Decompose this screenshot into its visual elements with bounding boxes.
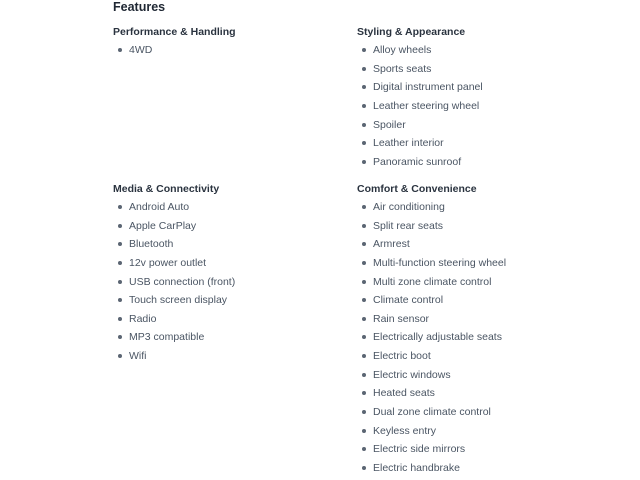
bullet-icon: [118, 280, 122, 284]
list-item-label: Apple CarPlay: [129, 219, 197, 232]
list-item: [357, 462, 607, 480]
list-item-label: Electric handbrake: [373, 461, 460, 474]
feature-group-media-connectivity: [113, 182, 363, 369]
list-item-label: 12v power outlet: [129, 256, 207, 269]
list-item-label: Split rear seats: [373, 219, 444, 232]
list-item: [113, 313, 363, 332]
list-item-label: Leather interior: [373, 137, 444, 150]
list-item-label: Multi-function steering wheel: [373, 256, 507, 269]
list-item: [357, 350, 607, 369]
list-item-label: Dual zone climate control: [373, 406, 491, 419]
list-item-label: Spoiler: [373, 118, 406, 131]
list-item-label: Wifi: [129, 350, 147, 363]
bullet-icon: [118, 242, 122, 246]
feature-group-styling-appearance: [357, 25, 607, 174]
bullet-icon: [362, 205, 366, 209]
bullet-icon: [362, 447, 366, 451]
list-item-label: Air conditioning: [373, 201, 445, 213]
bullet-icon: [362, 224, 366, 228]
list-item-label: Electric boot: [373, 350, 431, 363]
list-item: [357, 156, 607, 175]
list-item-label: Electric windows: [373, 368, 451, 381]
list-item: [357, 220, 607, 239]
list-item: [113, 220, 363, 239]
list-item-label: Electrically adjustable seats: [373, 331, 502, 344]
list-item-label: Leather steering wheel: [373, 99, 480, 112]
list-item: [357, 44, 607, 63]
list-item-label: Radio: [129, 312, 157, 325]
list-item: [357, 425, 607, 444]
features-title: Features: [113, 0, 166, 14]
list-item-label: USB connection (front): [129, 275, 236, 288]
bullet-icon: [362, 373, 366, 377]
list-item: [357, 369, 607, 388]
group-heading: Media & Connectivity: [113, 183, 220, 195]
list-item-label: Bluetooth: [129, 238, 174, 251]
bullet-icon: [118, 354, 122, 358]
list-item-label: Keyless entry: [373, 424, 437, 437]
bullet-icon: [362, 354, 366, 358]
list-item: [357, 100, 607, 119]
list-item: [357, 238, 607, 257]
list-item: [357, 387, 607, 406]
group-heading: Styling & Appearance: [357, 26, 466, 38]
list-item: [357, 201, 607, 220]
bullet-icon: [362, 48, 366, 52]
list-item-label: Armrest: [373, 238, 410, 251]
bullet-icon: [362, 466, 366, 470]
bullet-icon: [362, 298, 366, 302]
bullet-icon: [362, 335, 366, 339]
list-item: [357, 257, 607, 276]
group-heading: Performance & Handling: [113, 26, 236, 38]
bullet-icon: [362, 280, 366, 284]
feature-group-performance-handling: [113, 25, 363, 63]
list-item-label: Alloy wheels: [373, 44, 432, 56]
feature-list: [357, 201, 607, 480]
bullet-icon: [362, 317, 366, 321]
group-heading: Comfort & Convenience: [357, 183, 477, 195]
list-item: [357, 443, 607, 462]
list-item-label: 4WD: [129, 44, 153, 56]
list-item-label: Android Auto: [129, 201, 190, 213]
bullet-icon: [118, 205, 122, 209]
list-item-label: Panoramic sunroof: [373, 155, 462, 168]
list-item: [357, 406, 607, 425]
list-item: [357, 119, 607, 138]
bullet-icon: [118, 317, 122, 321]
bullet-icon: [362, 85, 366, 89]
feature-list: [113, 44, 363, 63]
bullet-icon: [118, 48, 122, 52]
list-item: [113, 331, 363, 350]
list-item-label: Climate control: [373, 294, 444, 307]
bullet-icon: [362, 104, 366, 108]
list-item-label: Touch screen display: [129, 294, 228, 307]
list-item: [357, 276, 607, 295]
bullet-icon: [118, 224, 122, 228]
list-item: [113, 294, 363, 313]
feature-list: [113, 201, 363, 369]
list-item-label: Multi zone climate control: [373, 275, 492, 288]
bullet-icon: [362, 123, 366, 127]
bullet-icon: [118, 261, 122, 265]
bullet-icon: [362, 160, 366, 164]
list-item: [113, 238, 363, 257]
list-item-label: MP3 compatible: [129, 331, 205, 344]
list-item: [113, 257, 363, 276]
list-item: [113, 276, 363, 295]
list-item-label: Rain sensor: [373, 312, 430, 325]
list-item-label: Sports seats: [373, 62, 432, 75]
bullet-icon: [362, 141, 366, 145]
feature-list: [357, 44, 607, 174]
list-item: [357, 331, 607, 350]
list-item: [113, 201, 363, 220]
feature-group-comfort-convenience: [357, 182, 607, 480]
bullet-icon: [362, 391, 366, 395]
list-item: [357, 63, 607, 82]
list-item: [113, 350, 363, 369]
list-item: [357, 294, 607, 313]
bullet-icon: [362, 261, 366, 265]
list-item: [113, 44, 363, 63]
bullet-icon: [118, 298, 122, 302]
bullet-icon: [118, 335, 122, 339]
list-item: [357, 81, 607, 100]
bullet-icon: [362, 429, 366, 433]
bullet-icon: [362, 410, 366, 414]
list-item: [357, 313, 607, 332]
list-item-label: Digital instrument panel: [373, 81, 483, 94]
list-item-label: Electric side mirrors: [373, 443, 466, 456]
bullet-icon: [362, 67, 366, 71]
bullet-icon: [362, 242, 366, 246]
list-item-label: Heated seats: [373, 387, 435, 400]
list-item: [357, 137, 607, 156]
